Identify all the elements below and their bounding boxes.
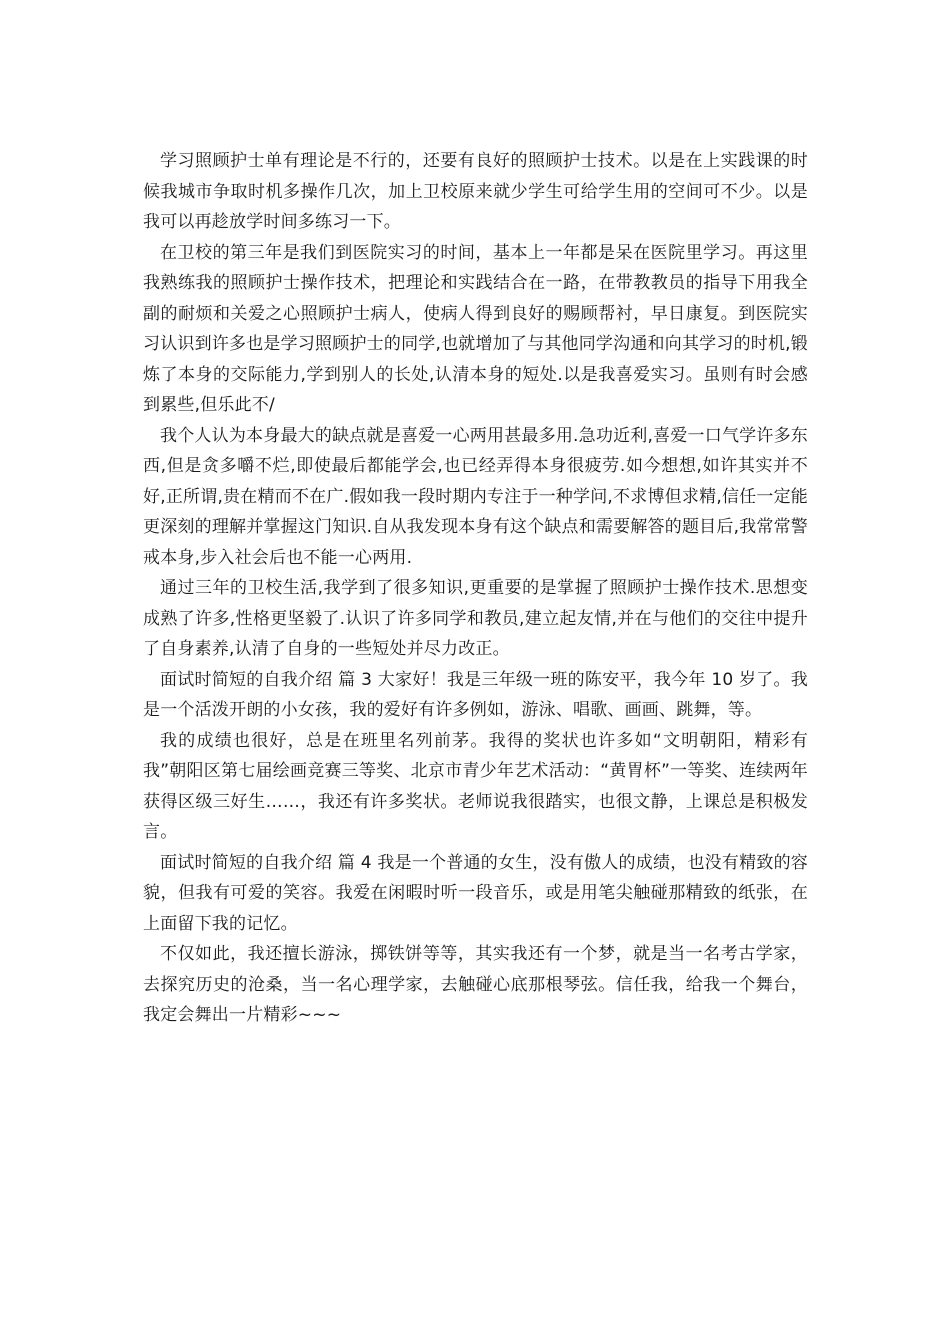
paragraph-intro-part-4: 面试时简短的自我介绍 篇 4 我是一个普通的女生，没有傲人的成绩，也没有精致的容貌，但我有可爱的笑容。我爱在闲暇时听一段音乐，或是用笔尖触碰那精致的纸张，在上面留下我的记忆。 — [143, 852, 808, 934]
paragraph-intro-part-3: 面试时简短的自我介绍 篇 3 大家好！我是三年级一班的陈安平，我今年 10 岁了。我是一个活泼开朗的小女孩，我的爱好有许多例如，游泳、唱歌、画画、跳舞，等。 — [143, 669, 808, 720]
paragraph-shortcomings: 我个人认为本身最大的缺点就是喜爱一心两用甚最多用.急功近利,喜爱一口气学许多东西,但是贪多嚼不烂,即使最后都能学会,也已经弄得本身很疲劳.如今想想,如许其实并不好,正所谓,贵在精而不在广.假如我一段时期内专注于一种学问,不求博但求精,信任一定能更深刻的理解并掌握这门知识.自从我发现本身有这个缺点和需要解答的题目后,我常常警戒本身,步入社会后也不能一心两用. — [143, 425, 808, 568]
paragraph-three-years-summary: 通过三年的卫校生活,我学到了很多知识,更重要的是掌握了照顾护士操作技术.思想变成熟了许多,性格更坚毅了.认识了许多同学和教员,建立起友情,并在与他们的交往中提升了自身素养,认清了自身的一些短处并尽力改正。 — [143, 578, 808, 659]
paragraph-nursing-skills: 学习照顾护士单有理论是不行的，还要有良好的照顾护士技术。以是在上实践课的时候我城市争取时机多操作几次，加上卫校原来就少学生可给学生用的空间可不少。以是我可以再趁放学时间多练习一下。 — [143, 151, 808, 232]
paragraph-dream: 不仅如此，我还擅长游泳，掷铁饼等等，其实我还有一个梦，就是当一名考古学家，去探究历史的沧桑，当一名心理学家，去触碰心底那根琴弦。信任我，给我一个舞台，我定会舞出一片精彩~~~ — [143, 944, 808, 1025]
document-body — [143, 146, 808, 1031]
paragraph-achievements: 我的成绩也很好，总是在班里名列前茅。我得的奖状也许多如“文明朝阳，精彩有我”朝阳区第七届绘画竞赛三等奖、北京市青少年艺术活动：“黄胃杯”一等奖、连续两年获得区级三好生……，我还有许多奖状。老师说我很踏实，也很文静，上课总是积极发言。 — [143, 730, 808, 842]
paragraph-hospital-internship: 在卫校的第三年是我们到医院实习的时间，基本上一年都是呆在医院里学习。再这里我熟练我的照顾护士操作技术，把理论和实践结合在一路，在带教教员的指导下用我全副的耐烦和关爱之心照顾护士病人，使病人得到良好的赐顾帮衬，早日康复。到医院实习认识到许多也是学习照顾护士的同学,也就增加了与其他同学沟通和向其学习的时机,锻炼了本身的交际能力,学到别人的长处,认清本身的短处.以是我喜爱实习。虽则有时会感到累些,但乐此不/ — [143, 242, 808, 415]
